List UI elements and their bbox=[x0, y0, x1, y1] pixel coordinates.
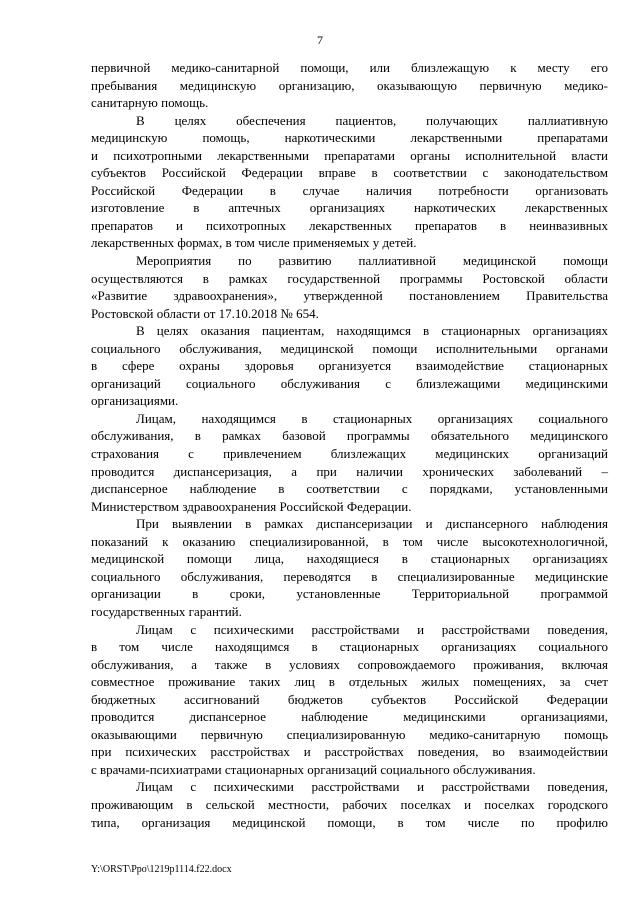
paragraph-line: В целях обеспечения пациентов, получающих паллиативную bbox=[136, 112, 608, 128]
paragraph-line: «Развитие здравоохранения», утвержденной постановлением Правительства bbox=[91, 288, 608, 304]
paragraph-line: При выявлении в рамках диспансеризации и диспансерного наблюдения bbox=[136, 516, 608, 532]
paragraph-line: типа, организация медицинской помощи, в том числе по профилю bbox=[91, 814, 608, 830]
paragraph-line: препаратов и психотропных лекарственных препаратов в неинвазивных bbox=[91, 217, 608, 233]
paragraph-line: при психических расстройствах и расстройствах поведения, во взаимодействии bbox=[91, 744, 608, 760]
paragraph-line: социального обслуживания, медицинской помощи исполнительными органами bbox=[91, 340, 608, 356]
paragraph-line: Министерством здравоохранения Российской Федерации. bbox=[91, 498, 412, 514]
paragraph-line: Лицам с психическими расстройствами и расстройствами поведения, bbox=[136, 779, 608, 795]
paragraph-line: проводится диспансерное наблюдение медицинскими организациями, bbox=[91, 709, 608, 725]
paragraph-line: Ростовской области от 17.10.2018 № 654. bbox=[91, 305, 319, 321]
paragraph-line: лекарственных формах, в том числе применяемых у детей. bbox=[91, 235, 417, 251]
paragraph-line: Лицам с психическими расстройствами и расстройствами поведения, bbox=[136, 621, 608, 637]
paragraph-line: Российской Федерации в случае наличия потребности организовать bbox=[91, 182, 608, 198]
page-number: 7 bbox=[317, 33, 323, 47]
paragraph-line: бюджетных ассигнований бюджетов субъектов Российской Федерации bbox=[91, 691, 608, 707]
paragraph-line: проводится диспансеризация, а при наличии хронических заболеваний – bbox=[91, 463, 608, 479]
paragraph-line: пребывания медицинскую организацию, оказывающую первичную медико- bbox=[91, 77, 608, 93]
paragraph-line: санитарную помощь. bbox=[91, 95, 209, 111]
footer-file-path: Y:\ORST\Ppo\1219p1114.f22.docx bbox=[91, 864, 232, 875]
paragraph-line: В целях оказания пациентам, находящимся в стационарных организациях bbox=[136, 323, 608, 339]
paragraph-line: медицинской помощи лица, находящиеся в стационарных организациях bbox=[91, 551, 608, 567]
paragraph-line: государственных гарантий. bbox=[91, 603, 242, 619]
paragraph-line: субъектов Российской Федерации вправе в соответствии с законодательством bbox=[91, 165, 608, 181]
paragraph-line: осуществляются в рамках государственной программы Ростовской области bbox=[91, 270, 608, 286]
paragraph-line: с врачами-психиатрами стационарных организаций социального обслуживания. bbox=[91, 761, 536, 777]
paragraph-line: обслуживания, а также в условиях сопровождаемого проживания, включая bbox=[91, 656, 608, 672]
paragraph-line: оказывающими первичную специализированную медико-санитарную помощь bbox=[91, 726, 608, 742]
paragraph-line: первичной медико-санитарной помощи, или близлежащую к месту его bbox=[91, 60, 608, 75]
paragraph-line: медицинскую помощь, наркотическими лекарственными препаратами bbox=[91, 130, 608, 146]
paragraph-line: в том числе находящимся в стационарных организациях социального bbox=[91, 639, 608, 655]
paragraph-line: проживающим в сельской местности, рабочих поселках и поселках городского bbox=[91, 796, 608, 812]
paragraph-line: организаций социального обслуживания с близлежащими медицинскими bbox=[91, 375, 608, 391]
paragraph-line: Лицам, находящимся в стационарных организациях социального bbox=[136, 410, 608, 426]
paragraph-line: в сфере охраны здоровья организуется взаимодействие стационарных bbox=[91, 358, 608, 374]
paragraph-line: обслуживания, в рамках базовой программы обязательного медицинского bbox=[91, 428, 608, 444]
paragraph-line: организациями. bbox=[91, 393, 179, 409]
paragraph-line: и психотропными лекарственными препаратами органы исполнительной власти bbox=[91, 147, 608, 163]
paragraph-line: совместное проживание таких лиц в отдельных жилых помещениях, за счет bbox=[91, 674, 608, 690]
paragraph-line: организации в сроки, установленные Территориальной программой bbox=[91, 586, 608, 602]
paragraph-line: изготовление в аптечных организациях наркотических лекарственных bbox=[91, 200, 608, 216]
paragraph-line: Мероприятия по развитию паллиативной медицинской помощи bbox=[136, 253, 608, 269]
paragraph-line: страхования с привлечением близлежащих медицинских организаций bbox=[91, 446, 608, 462]
paragraph-line: социального обслуживания, переводятся в специализированные медицинские bbox=[91, 568, 608, 584]
paragraph-line: диспансерное наблюдение в соответствии с порядками, установленными bbox=[91, 481, 608, 497]
paragraph-line: показаний к оказанию специализированной, в том числе высокотехнологичной, bbox=[91, 533, 608, 549]
document-body bbox=[91, 59, 608, 831]
